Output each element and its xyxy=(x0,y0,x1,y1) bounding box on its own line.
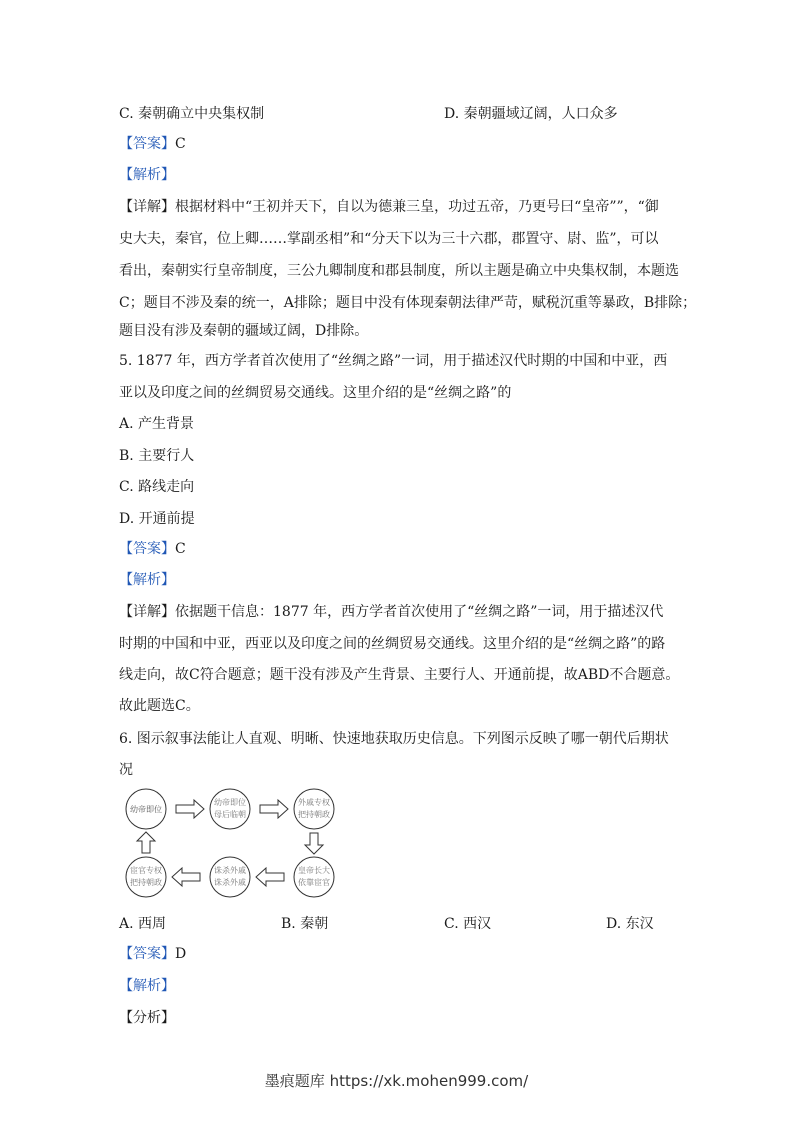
q5-analysis-tag: 【解析】 xyxy=(119,572,175,588)
node-6-sub: 依靠宦官 xyxy=(298,878,330,887)
node-2-sub: 母后临朝 xyxy=(214,810,246,819)
q4-detail-line-1: 史大夫，秦官，位上卿……掌副丞相”和“分天下以为三十六郡，郡置守、尉、监”，可以 xyxy=(119,231,659,247)
q4-analysis-tag: 【解析】 xyxy=(119,167,175,183)
node-4-sub: 把持朝政 xyxy=(130,878,162,887)
node-2 xyxy=(210,789,250,829)
arrow-left-2 xyxy=(172,868,200,886)
q4-option-d: D. 秦朝疆域辽阔，人口众多 xyxy=(444,106,618,122)
q5-option-b: B. 主要行人 xyxy=(119,448,195,464)
answer-tag: 【答案】 xyxy=(119,136,175,152)
q4-detail-line-4: 题目没有涉及秦朝的疆域辽阔，D排除。 xyxy=(119,323,369,339)
arrow-right-1 xyxy=(176,800,204,818)
q4-detail-line-2: 看出，秦朝实行皇帝制度，三公九卿制度和郡县制度，所以主题是确立中央集权制，本题选 xyxy=(119,263,679,279)
node-4 xyxy=(126,857,166,897)
answer-value: D xyxy=(175,946,187,962)
q5-option-d: D. 开通前提 xyxy=(119,511,195,527)
q4-options-row xyxy=(119,103,679,123)
q6-stem-line-0: 6. 图示叙事法能让人直观、明晰、快速地获取历史信息。下列图示反映了哪一朝代后期状 xyxy=(119,731,669,747)
arrow-left-1 xyxy=(256,868,284,886)
q4-answer xyxy=(119,134,186,154)
answer-value: C xyxy=(175,136,186,152)
node-3-sub: 把持朝政 xyxy=(298,810,330,819)
node-6-label: 皇帝长大 xyxy=(298,866,330,875)
node-1 xyxy=(126,789,166,829)
cycle-diagram xyxy=(120,787,360,907)
arrow-right-2 xyxy=(260,800,288,818)
answer-tag: 【答案】 xyxy=(119,541,175,557)
node-2-label: 幼帝即位 xyxy=(214,798,246,807)
q6-options-row xyxy=(119,913,679,933)
q5-answer xyxy=(119,539,186,559)
q6-option-d: D. 东汉 xyxy=(606,916,654,932)
q5-detail-line-2: 线走向，故C符合题意；题干没有涉及产生背景、主要行人、开通前提，故ABD不合题意。 xyxy=(119,667,680,683)
footer-watermark: 墨痕题库 https://xk.mohen999.com/ xyxy=(264,1072,529,1090)
node-6 xyxy=(294,857,334,897)
q5-stem-line-1: 亚以及印度之间的丝绸贸易交通线。这里介绍的是“丝绸之路”的 xyxy=(119,385,512,401)
q4-option-c: C. 秦朝确立中央集权制 xyxy=(119,106,265,122)
detail-text: 依据题干信息：1877 年，西方学者首次使用了“丝绸之路”一词，用于描述汉代 xyxy=(175,604,664,620)
node-1-label: 幼帝即位 xyxy=(130,805,162,814)
detail-tag: 【详解】 xyxy=(119,604,175,620)
q5-detail-line-3: 故此题选C。 xyxy=(119,698,200,714)
node-5-label: 诛杀外戚 xyxy=(214,866,246,875)
q5-option-c: C. 路线走向 xyxy=(119,479,195,495)
node-3 xyxy=(294,789,334,829)
q6-analysis-tag: 【解析】 xyxy=(119,978,175,994)
node-5-sub: 诛杀外戚 xyxy=(214,878,246,887)
q5-detail-line-0 xyxy=(119,602,663,622)
answer-tag: 【答案】 xyxy=(119,946,175,962)
q6-option-b: B. 秦朝 xyxy=(281,916,329,932)
answer-value: C xyxy=(175,541,186,557)
q5-option-a: A. 产生背景 xyxy=(119,416,195,432)
arrow-up xyxy=(137,832,155,853)
q6-option-c: C. 西汉 xyxy=(444,916,492,932)
detail-tag: 【详解】 xyxy=(119,199,175,215)
q4-detail-line-0 xyxy=(119,197,659,217)
node-3-label: 外戚专权 xyxy=(298,798,330,807)
q6-fenxi-tag: 【分析】 xyxy=(119,1010,175,1026)
q6-answer xyxy=(119,944,186,964)
node-5 xyxy=(210,857,250,897)
detail-text: 根据材料中“王初并天下，自以为德兼三皇，功过五帝，乃更号曰“皇帝””，“御 xyxy=(175,199,659,215)
q4-detail-line-3: C；题目不涉及秦的统一，A排除；题目中没有体现秦朝法律严苛，赋税沉重等暴政，B排除； xyxy=(119,295,697,311)
q5-detail-line-1: 时期的中国和中亚，西亚以及印度之间的丝绸贸易交通线。这里介绍的是“丝绸之路”的路 xyxy=(119,636,666,652)
node-4-label: 宦官专权 xyxy=(130,866,162,875)
q6-stem-line-1: 况 xyxy=(119,762,133,778)
arrow-down xyxy=(305,833,323,854)
q5-stem-line-0: 5. 1877 年，西方学者首次使用了“丝绸之路”一词，用于描述汉代时期的中国和中亚，西 xyxy=(119,353,668,369)
q6-option-a: A. 西周 xyxy=(119,916,167,932)
